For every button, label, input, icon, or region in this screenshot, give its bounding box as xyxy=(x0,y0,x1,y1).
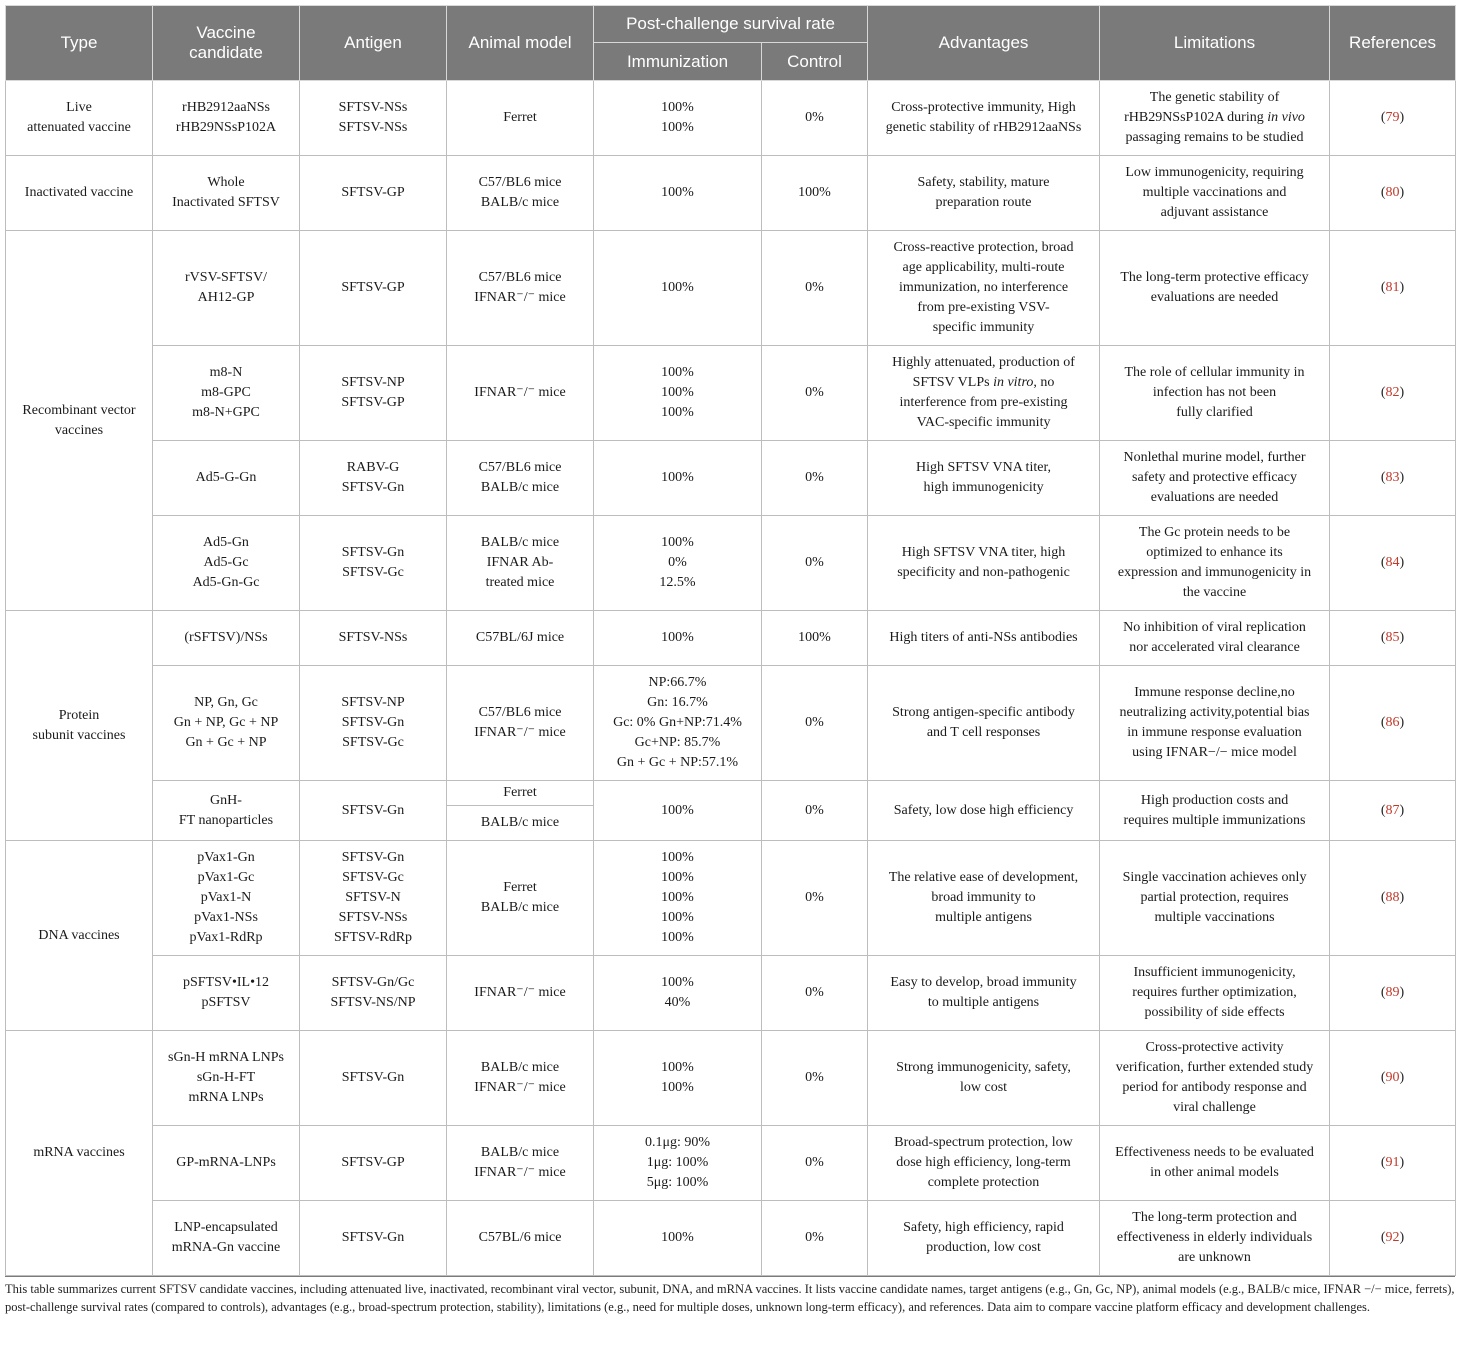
limitations-text: passaging remains to be studied xyxy=(1125,130,1304,145)
limitations-cell: Immune response decline,no neutralizing activity,potential bias in immune response evaluation using IFNAR−/− mice model xyxy=(1100,666,1330,781)
reference-link[interactable]: 86 xyxy=(1385,715,1400,730)
limitations-cell: The long-term protective efficacy evaluations are needed xyxy=(1100,231,1330,346)
header-antigen: Antigen xyxy=(300,6,447,81)
control-cell: 0% xyxy=(762,1201,868,1276)
immunization-cell: 100% xyxy=(594,611,762,666)
advantages-cell: Safety, high efficiency, rapid production, low cost xyxy=(868,1201,1100,1276)
header-references: References xyxy=(1330,6,1456,81)
reference-link[interactable]: 90 xyxy=(1385,1070,1400,1085)
candidate-cell: Ad5-Gn Ad5-Gc Ad5-Gn-Gc xyxy=(153,516,300,611)
animal-cell: C57/BL6 mice IFNAR⁻/⁻ mice xyxy=(447,231,594,346)
advantages-cell: Cross-protective immunity, High genetic stability of rHB2912aaNSs xyxy=(868,81,1100,156)
animal-cell: Ferret BALB/c mice xyxy=(447,841,594,956)
control-cell: 0% xyxy=(762,841,868,956)
advantages-cell: High titers of anti-NSs antibodies xyxy=(868,611,1100,666)
advantages-cell: Safety, low dose high efficiency xyxy=(868,781,1100,841)
limitations-cell: Insufficient immunogenicity, requires further optimization, possibility of side effects xyxy=(1100,956,1330,1031)
animal-cell: Ferret xyxy=(447,781,594,806)
advantages-cell: Broad-spectrum protection, low dose high efficiency, long-term complete protection xyxy=(868,1126,1100,1201)
immunization-cell: 100% 100% xyxy=(594,81,762,156)
table-row xyxy=(6,841,1456,956)
candidate-cell: rVSV-SFTSV/ AH12-GP xyxy=(153,231,300,346)
table-row xyxy=(6,441,1456,516)
limitations-cell: Single vaccination achieves only partial protection, requires multiple vaccinations xyxy=(1100,841,1330,956)
animal-cell: BALB/c mice IFNAR Ab- treated mice xyxy=(447,516,594,611)
antigen-cell: SFTSV-GP xyxy=(300,1126,447,1201)
table-row xyxy=(6,346,1456,441)
reference-link[interactable]: 91 xyxy=(1385,1155,1400,1170)
table-row xyxy=(6,611,1456,666)
table-body xyxy=(6,81,1456,1276)
header-advantages: Advantages xyxy=(868,6,1100,81)
control-cell: 0% xyxy=(762,231,868,346)
antigen-cell: SFTSV-Gn xyxy=(300,1031,447,1126)
limitations-cell: The Gc protein needs to be optimized to enhance its expression and immunogenicity in the vaccine xyxy=(1100,516,1330,611)
control-cell: 0% xyxy=(762,666,868,781)
limitations-cell: High production costs and requires multiple immunizations xyxy=(1100,781,1330,841)
antigen-cell: SFTSV-Gn/Gc SFTSV-NS/NP xyxy=(300,956,447,1031)
table-row xyxy=(6,1031,1456,1126)
antigen-cell: SFTSV-Gn SFTSV-Gc xyxy=(300,516,447,611)
reference-link[interactable]: 88 xyxy=(1385,890,1400,905)
type-cell: Protein subunit vaccines xyxy=(6,611,153,841)
header-survival-rate: Post-challenge survival rate xyxy=(594,6,868,43)
reference-link[interactable]: 79 xyxy=(1385,110,1400,125)
control-cell: 0% xyxy=(762,346,868,441)
antigen-cell: SFTSV-Gn xyxy=(300,781,447,841)
limitations-text: The genetic stability of rHB29NSsP102A during xyxy=(1124,90,1280,125)
control-cell: 0% xyxy=(762,1126,868,1201)
immunization-cell: 100% 100% 100% 100% 100% xyxy=(594,841,762,956)
reference-cell: (88) xyxy=(1330,841,1456,956)
reference-cell: (87) xyxy=(1330,781,1456,841)
footnote-divider xyxy=(5,1276,1455,1277)
reference-link[interactable]: 80 xyxy=(1385,185,1400,200)
limitations-cell: Low immunogenicity, requiring multiple vaccinations and adjuvant assistance xyxy=(1100,156,1330,231)
animal-cell: C57/BL6 mice BALB/c mice xyxy=(447,156,594,231)
reference-cell: (92) xyxy=(1330,1201,1456,1276)
candidate-cell: GP-mRNA-LNPs xyxy=(153,1126,300,1201)
limitations-cell: No inhibition of viral replication nor accelerated viral clearance xyxy=(1100,611,1330,666)
antigen-cell: SFTSV-NSs xyxy=(300,611,447,666)
table-row xyxy=(6,1201,1456,1276)
candidate-cell: rHB2912aaNSs rHB29NSsP102A xyxy=(153,81,300,156)
table-row xyxy=(6,956,1456,1031)
type-cell: mRNA vaccines xyxy=(6,1031,153,1276)
header-limitations: Limitations xyxy=(1100,6,1330,81)
antigen-cell: SFTSV-Gn SFTSV-Gc SFTSV-N SFTSV-NSs SFTSV-RdRp xyxy=(300,841,447,956)
control-cell: 0% xyxy=(762,516,868,611)
reference-cell: (80) xyxy=(1330,156,1456,231)
limitations-italic: in vivo xyxy=(1267,110,1305,125)
reference-link[interactable]: 89 xyxy=(1385,985,1400,1000)
reference-cell: (85) xyxy=(1330,611,1456,666)
advantages-cell: High SFTSV VNA titer, high specificity and non-pathogenic xyxy=(868,516,1100,611)
animal-cell: C57/BL6 mice IFNAR⁻/⁻ mice xyxy=(447,666,594,781)
advantages-cell: Strong immunogenicity, safety, low cost xyxy=(868,1031,1100,1126)
advantages-text: Highly attenuated, production of SFTSV VLPs xyxy=(892,355,1075,390)
control-cell: 100% xyxy=(762,156,868,231)
table-row xyxy=(6,81,1456,156)
advantages-cell xyxy=(868,346,1100,441)
immunization-cell: 100% 100% 100% xyxy=(594,346,762,441)
animal-cell: C57/BL6 mice BALB/c mice xyxy=(447,441,594,516)
candidate-cell: pSFTSV•IL•12 pSFTSV xyxy=(153,956,300,1031)
reference-cell: (79) xyxy=(1330,81,1456,156)
candidate-cell: pVax1-Gn pVax1-Gc pVax1-N pVax1-NSs pVax1-RdRp xyxy=(153,841,300,956)
reference-cell: (90) xyxy=(1330,1031,1456,1126)
antigen-cell: RABV-G SFTSV-Gn xyxy=(300,441,447,516)
advantages-text: , no interference from pre-existing VAC-specific immunity xyxy=(899,375,1068,430)
candidate-cell: GnH- FT nanoparticles xyxy=(153,781,300,841)
animal-cell: IFNAR⁻/⁻ mice xyxy=(447,956,594,1031)
table-row xyxy=(6,781,1456,806)
candidate-cell: (rSFTSV)/NSs xyxy=(153,611,300,666)
header-animal-model: Animal model xyxy=(447,6,594,81)
reference-link[interactable]: 81 xyxy=(1385,280,1400,295)
immunization-cell: 100% 40% xyxy=(594,956,762,1031)
immunization-cell: NP:66.7% Gn: 16.7% Gc: 0% Gn+NP:71.4% Gc+NP: 85.7% Gn + Gc + NP:57.1% xyxy=(594,666,762,781)
antigen-cell: SFTSV-Gn xyxy=(300,1201,447,1276)
animal-cell: BALB/c mice IFNAR⁻/⁻ mice xyxy=(447,1031,594,1126)
immunization-cell: 100% xyxy=(594,231,762,346)
candidate-cell: Whole Inactivated SFTSV xyxy=(153,156,300,231)
antigen-cell: SFTSV-NP SFTSV-GP xyxy=(300,346,447,441)
control-cell: 0% xyxy=(762,781,868,841)
advantages-cell: Easy to develop, broad immunity to multiple antigens xyxy=(868,956,1100,1031)
reference-cell: (91) xyxy=(1330,1126,1456,1201)
animal-cell: Ferret xyxy=(447,81,594,156)
animal-cell: IFNAR⁻/⁻ mice xyxy=(447,346,594,441)
header-candidate: Vaccine candidate xyxy=(153,6,300,81)
reference-cell: (84) xyxy=(1330,516,1456,611)
table-footnote: This table summarizes current SFTSV candidate vaccines, including attenuated live, inactivated, recombinant viral vector, subunit, DNA, and mRNA vaccines. It lists vaccine candidate names, target antigens (e.g., Gn, Gc, NP), animal models (e.g., BALB/c mice, IFNAR −/− mice, ferrets), post-challenge survival rates (compared to controls), advantages (e.g., broad-spectrum protection, stability), limitations (e.g., need for multiple doses, unknown long-term efficacy), and references. Data aim to compare vaccine platform efficacy and development challenges. xyxy=(5,1282,1455,1314)
antigen-cell: SFTSV-NSs SFTSV-NSs xyxy=(300,81,447,156)
advantages-cell: Safety, stability, mature preparation route xyxy=(868,156,1100,231)
table-row xyxy=(6,666,1456,781)
immunization-cell: 100% xyxy=(594,1201,762,1276)
limitations-cell: Cross-protective activity verification, further extended study period for antibody response and viral challenge xyxy=(1100,1031,1330,1126)
candidate-cell: NP, Gn, Gc Gn + NP, Gc + NP Gn + Gc + NP xyxy=(153,666,300,781)
type-cell: Live attenuated vaccine xyxy=(6,81,153,156)
header-type: Type xyxy=(6,6,153,81)
animal-cell: C57BL/6J mice xyxy=(447,611,594,666)
table-row xyxy=(6,231,1456,346)
advantages-cell: Strong antigen-specific antibody and T cell responses xyxy=(868,666,1100,781)
limitations-cell xyxy=(1100,81,1330,156)
reference-cell: (86) xyxy=(1330,666,1456,781)
animal-cell: BALB/c mice IFNAR⁻/⁻ mice xyxy=(447,1126,594,1201)
reference-link[interactable]: 84 xyxy=(1385,555,1400,570)
immunization-cell: 100% 100% xyxy=(594,1031,762,1126)
reference-link[interactable]: 83 xyxy=(1385,470,1400,485)
antigen-cell: SFTSV-NP SFTSV-Gn SFTSV-Gc xyxy=(300,666,447,781)
reference-cell: (82) xyxy=(1330,346,1456,441)
control-cell: 0% xyxy=(762,956,868,1031)
limitations-cell: The role of cellular immunity in infection has not been fully clarified xyxy=(1100,346,1330,441)
type-cell: Inactivated vaccine xyxy=(6,156,153,231)
immunization-cell: 100% xyxy=(594,156,762,231)
immunization-cell: 0.1μg: 90% 1μg: 100% 5μg: 100% xyxy=(594,1126,762,1201)
table-row xyxy=(6,516,1456,611)
reference-link[interactable]: 92 xyxy=(1385,1230,1400,1245)
advantages-cell: Cross-reactive protection, broad age applicability, multi-route immunization, no interference from pre-existing VSV- specific immunity xyxy=(868,231,1100,346)
reference-cell: (83) xyxy=(1330,441,1456,516)
limitations-cell: Effectiveness needs to be evaluated in other animal models xyxy=(1100,1126,1330,1201)
control-cell: 0% xyxy=(762,1031,868,1126)
control-cell: 0% xyxy=(762,441,868,516)
limitations-cell: Nonlethal murine model, further safety and protective efficacy evaluations are needed xyxy=(1100,441,1330,516)
advantages-cell: The relative ease of development, broad immunity to multiple antigens xyxy=(868,841,1100,956)
animal-cell: BALB/c mice xyxy=(447,806,594,841)
reference-link[interactable]: 85 xyxy=(1385,630,1400,645)
limitations-cell: The long-term protection and effectiveness in elderly individuals are unknown xyxy=(1100,1201,1330,1276)
candidate-cell: LNP-encapsulated mRNA-Gn vaccine xyxy=(153,1201,300,1276)
control-cell: 100% xyxy=(762,611,868,666)
candidate-cell: m8-N m8-GPC m8-N+GPC xyxy=(153,346,300,441)
reference-cell: (81) xyxy=(1330,231,1456,346)
immunization-cell: 100% 0% 12.5% xyxy=(594,516,762,611)
type-cell: Recombinant vector vaccines xyxy=(6,231,153,611)
animal-cell: C57BL/6 mice xyxy=(447,1201,594,1276)
antigen-cell: SFTSV-GP xyxy=(300,156,447,231)
immunization-cell: 100% xyxy=(594,441,762,516)
candidate-cell: Ad5-G-Gn xyxy=(153,441,300,516)
reference-link[interactable]: 82 xyxy=(1385,385,1400,400)
antigen-cell: SFTSV-GP xyxy=(300,231,447,346)
table-row xyxy=(6,156,1456,231)
header-immunization: Immunization xyxy=(594,43,762,81)
reference-cell: (89) xyxy=(1330,956,1456,1031)
type-cell: DNA vaccines xyxy=(6,841,153,1031)
reference-link[interactable]: 87 xyxy=(1385,802,1400,818)
advantages-cell: High SFTSV VNA titer, high immunogenicity xyxy=(868,441,1100,516)
header-control: Control xyxy=(762,43,868,81)
advantages-italic: in vitro xyxy=(993,375,1034,390)
control-cell: 0% xyxy=(762,81,868,156)
immunization-cell: 100% xyxy=(594,781,762,841)
candidate-cell: sGn-H mRNA LNPs sGn-H-FT mRNA LNPs xyxy=(153,1031,300,1126)
table-header xyxy=(6,6,1456,81)
vaccine-comparison-table xyxy=(5,5,1456,1276)
vaccine-table-figure xyxy=(5,5,1455,1316)
table-row xyxy=(6,1126,1456,1201)
